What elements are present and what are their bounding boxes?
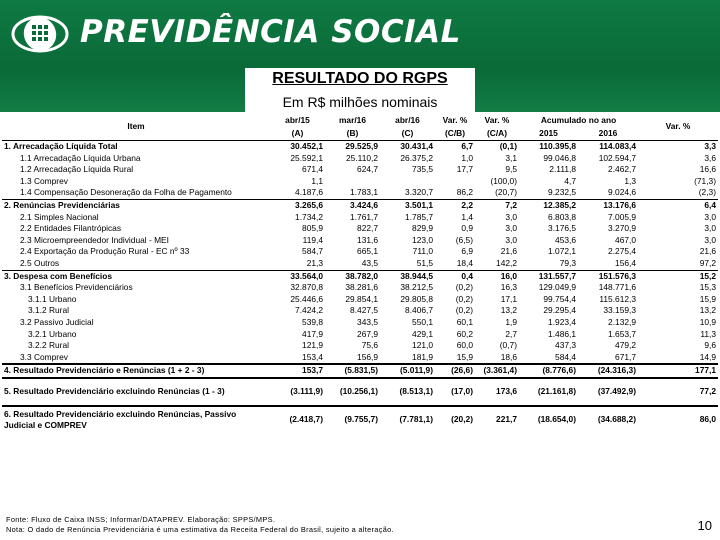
col-header-var-ca: Var. %: [484, 114, 510, 125]
row-value: 77,2: [638, 378, 718, 406]
row-label: 4. Resultado Previdenciário e Renúncias (1 + 2 - 3): [2, 364, 270, 378]
row-value: 13,2: [500, 305, 517, 316]
title-bar-left: [0, 68, 245, 112]
row-value: 173,6: [475, 378, 519, 406]
row-value: (18.654,0): [519, 406, 578, 433]
row-value: 12.385,2: [519, 199, 578, 211]
row-value: 21,3: [306, 257, 323, 268]
row-value: 2,2: [435, 199, 475, 211]
col-sub-a: (A): [291, 127, 304, 138]
header-banner: [0, 0, 720, 68]
row-value: 121,9: [302, 340, 323, 351]
row-value: 32.870,8: [290, 282, 323, 293]
col-header-var-cb: Var. %: [442, 114, 468, 125]
row-value: 479,2: [615, 340, 636, 351]
row-value: 1,4: [461, 211, 473, 222]
row-value: (10.256,1): [325, 378, 380, 406]
table-row: [2, 329, 718, 341]
row-value: 11,3: [700, 328, 716, 339]
row-value: 13,2: [699, 305, 716, 316]
row-value: 3,0: [505, 211, 517, 222]
col-sub-ca: (C/A): [486, 127, 507, 138]
row-value: (5.011,9): [380, 364, 435, 378]
table-row: [2, 364, 718, 378]
row-value: 30.452,1: [270, 141, 325, 153]
row-label: 3.2.1 Urbano: [28, 328, 77, 339]
row-label: 3.1 Benefícios Previdenciários: [20, 282, 133, 293]
row-label: 3.3 Comprev: [20, 351, 68, 362]
row-value: 25.592,1: [290, 152, 323, 163]
table-row: [2, 258, 718, 270]
row-label: 1. Arrecadação Líquida Total: [2, 141, 270, 153]
col-header-item: Item: [127, 121, 145, 132]
row-value: 9.024,6: [608, 187, 636, 198]
table-row: [2, 270, 718, 282]
col-header-accumulated: Acumulado no ano: [540, 114, 617, 125]
col-header-c: abr/16: [395, 114, 420, 125]
row-value: (100,0): [490, 175, 517, 186]
row-label: 2.5 Outros: [20, 257, 60, 268]
row-value: 3.265,6: [270, 199, 325, 211]
row-value: 671,7: [615, 351, 636, 362]
row-value: 437,3: [555, 340, 576, 351]
row-value: 7.005,9: [608, 211, 636, 222]
row-label: 2.2 Entidades Filantrópicas: [20, 223, 122, 234]
row-value: 6,9: [461, 246, 473, 257]
row-value: 15,3: [699, 282, 716, 293]
row-value: (8.776,6): [519, 364, 578, 378]
table-row: [2, 378, 718, 406]
table-row: [2, 406, 718, 433]
row-value: 665,1: [357, 246, 378, 257]
row-value: 25.110,2: [346, 152, 378, 163]
row-value: (0,2): [455, 293, 473, 304]
row-value: 3.501,1: [380, 199, 435, 211]
row-value: 343,5: [357, 316, 378, 327]
row-label: 1.1 Arrecadação Líquida Urbana: [20, 152, 141, 163]
row-value: 33.159,3: [603, 305, 636, 316]
row-value: 822,7: [357, 223, 378, 234]
row-value: (20,7): [495, 187, 517, 198]
col-sub-b: (B): [346, 127, 359, 138]
row-value: 8.427,5: [350, 305, 378, 316]
row-value: 1.486,1: [548, 328, 576, 339]
row-value: 18,6: [500, 351, 517, 362]
row-value: 60,2: [456, 328, 473, 339]
row-value: 3,0: [704, 211, 716, 222]
row-value: 10,9: [699, 316, 716, 327]
row-value: 151.576,3: [578, 270, 638, 282]
row-value: 2.462,7: [608, 164, 636, 175]
col-header-b: mar/16: [338, 114, 366, 125]
row-value: (37.492,9): [578, 378, 638, 406]
row-value: 60,0: [456, 340, 473, 351]
col-header-var-acc: Var. %: [665, 121, 691, 132]
footer-note: Nota: O dado de Renúncia Previdenciária é uma estimativa da Receita Federal do Brasil, sujeito a alteração.: [6, 525, 394, 534]
row-value: 148.771,6: [598, 282, 636, 293]
row-value: (7.781,1): [380, 406, 435, 433]
row-label: 1.2 Arrecadação Líquida Rural: [20, 164, 134, 175]
row-value: 1.785,7: [405, 211, 433, 222]
col-header-a: abr/15: [285, 114, 310, 125]
row-value: (3.361,4): [475, 364, 519, 378]
row-value: 829,9: [412, 223, 433, 234]
row-value: 177,1: [638, 364, 718, 378]
row-value: 29.525,9: [325, 141, 380, 153]
row-value: 131.557,7: [519, 270, 578, 282]
row-value: 13.176,6: [578, 199, 638, 211]
row-value: 3,0: [505, 223, 517, 234]
row-label: 3.1.2 Rural: [28, 305, 69, 316]
row-value: 79,3: [559, 257, 576, 268]
row-value: 1,9: [505, 316, 517, 327]
row-value: 38.281,6: [345, 282, 378, 293]
row-value: 3,0: [704, 223, 716, 234]
row-value: 550,1: [412, 316, 433, 327]
row-value: 9,6: [704, 340, 716, 351]
row-value: 15,9: [699, 293, 716, 304]
row-value: (71,3): [694, 175, 716, 186]
row-label: 3.2 Passivo Judicial: [20, 316, 94, 327]
row-value: 99.046,8: [543, 152, 576, 163]
row-value: 539,8: [302, 316, 323, 327]
row-value: 429,1: [412, 328, 433, 339]
row-value: 30.431,4: [380, 141, 435, 153]
row-value: 21,6: [500, 246, 517, 257]
row-value: 129.049,9: [538, 282, 576, 293]
footer-notes: [6, 515, 394, 535]
row-value: 17,1: [500, 293, 517, 304]
row-value: (34.688,2): [578, 406, 638, 433]
row-value: 16,6: [699, 164, 716, 175]
row-value: (6,5): [455, 234, 473, 245]
row-value: 624,7: [357, 164, 378, 175]
row-value: 121,0: [412, 340, 433, 351]
row-value: 3,3: [638, 141, 718, 153]
row-value: (17,0): [435, 378, 475, 406]
row-value: [380, 176, 435, 188]
page-subtitle: Em R$ milhões nominais: [282, 94, 438, 110]
table-row: [2, 294, 718, 306]
col-sub-cb: (C/B): [444, 127, 465, 138]
row-value: (2.418,7): [270, 406, 325, 433]
title-bar-right: [475, 68, 720, 112]
row-value: 1.783,1: [350, 187, 378, 198]
row-value: 99.754,4: [543, 293, 576, 304]
row-value: (2,3): [698, 187, 716, 198]
row-value: 4.187,6: [295, 187, 323, 198]
row-value: 2.111,8: [549, 164, 576, 175]
row-value: 3.176,5: [548, 223, 576, 234]
row-value: 15,2: [638, 270, 718, 282]
row-value: 131,6: [357, 234, 378, 245]
row-value: 33.564,0: [270, 270, 325, 282]
row-value: 711,0: [412, 246, 433, 257]
table-row: [2, 187, 718, 199]
row-value: 60,1: [456, 316, 473, 327]
row-value: (5.831,5): [325, 364, 380, 378]
row-value: (0,1): [475, 141, 519, 153]
table-row: [2, 282, 718, 294]
row-value: (0,2): [455, 282, 473, 293]
col-sub-c: (C): [401, 127, 414, 138]
row-value: 21,6: [699, 246, 716, 257]
row-value: 29.805,8: [400, 293, 433, 304]
row-value: 1.761,7: [350, 211, 378, 222]
row-label: 1.4 Compensação Desoneração da Folha de Pagamento: [20, 187, 232, 198]
row-label: 3.2.2 Rural: [28, 340, 69, 351]
row-value: 7.424,2: [295, 305, 323, 316]
row-value: 6.803,8: [548, 211, 576, 222]
row-value: 17,7: [456, 164, 473, 175]
table-row: [2, 141, 718, 153]
row-label: 2.3 Microempreendedor Individual - MEI: [20, 234, 169, 245]
table-row: [2, 176, 718, 188]
table-row: [2, 352, 718, 365]
row-label: 2. Renúncias Previdenciárias: [2, 199, 270, 211]
row-label: 1.3 Comprev: [20, 175, 68, 186]
row-value: 114.083,4: [578, 141, 638, 153]
page-title: RESULTADO DO RGPS: [272, 70, 448, 87]
row-value: 38.212,5: [400, 282, 433, 293]
results-sheet: [0, 112, 720, 540]
row-value: (3.111,9): [270, 378, 325, 406]
table-row: [2, 246, 718, 258]
row-value: 6,4: [638, 199, 718, 211]
row-value: 86,0: [638, 406, 718, 433]
row-value: 2.275,4: [608, 246, 636, 257]
row-value: 86,2: [456, 187, 473, 198]
row-value: 1,1: [311, 175, 323, 186]
row-value: 156,9: [357, 351, 378, 362]
row-label: 2.4 Exportação da Produção Rural - EC nº 33: [20, 246, 190, 257]
row-value: 453,6: [555, 234, 576, 245]
row-value: 221,7: [475, 406, 519, 433]
results-table: [2, 114, 718, 433]
row-value: 26.375,2: [400, 152, 433, 163]
footer-source: Fonte: Fluxo de Caixa INSS; Informar/DATAPREV. Elaboração: SPPS/MPS.: [6, 515, 276, 524]
row-value: 1.072,1: [548, 246, 576, 257]
row-value: 18,4: [456, 257, 473, 268]
row-label: 6. Resultado Previdenciário excluindo Renúncias, Passivo Judicial e COMPREV: [2, 406, 270, 433]
row-value: 156,4: [615, 257, 636, 268]
row-value: 43,5: [361, 257, 378, 268]
row-value: 3.320,7: [405, 187, 433, 198]
row-value: 1.653,7: [608, 328, 636, 339]
row-value: 9,5: [505, 164, 517, 175]
row-value: 7,2: [475, 199, 519, 211]
row-label: 2.1 Simples Nacional: [20, 211, 99, 222]
row-value: (8.513,1): [380, 378, 435, 406]
row-value: 15,9: [456, 351, 473, 362]
row-value: 3,0: [704, 234, 716, 245]
row-value: 38.944,5: [380, 270, 435, 282]
row-value: 671,4: [302, 164, 323, 175]
table-row: [2, 223, 718, 235]
table-row: [2, 340, 718, 352]
row-value: 8.406,7: [405, 305, 433, 316]
table-row: [2, 153, 718, 165]
row-value: 97,2: [699, 257, 716, 268]
row-value: 1.734,2: [295, 211, 323, 222]
row-value: [325, 176, 380, 188]
col-sub-2015: 2015: [539, 127, 558, 138]
row-value: 110.395,8: [519, 141, 578, 153]
table-row: [2, 199, 718, 211]
row-label: 3. Despesa com Benefícios: [2, 270, 270, 282]
row-value: 584,7: [302, 246, 323, 257]
row-value: 805,9: [302, 223, 323, 234]
row-value: (20,2): [435, 406, 475, 433]
brand-title: PREVIDÊNCIA SOCIAL: [80, 14, 461, 50]
row-value: 735,5: [412, 164, 433, 175]
previdencia-logo-icon: [10, 13, 70, 55]
row-label: 3.1.1 Urbano: [28, 293, 77, 304]
row-value: 75,6: [361, 340, 378, 351]
row-value: (9.755,7): [325, 406, 380, 433]
row-value: 102.594,7: [598, 152, 636, 163]
row-value: 4,7: [564, 175, 576, 186]
row-value: 25.446,6: [290, 293, 323, 304]
row-label: 5. Resultado Previdenciário excluindo Renúncias (1 - 3): [2, 378, 270, 406]
row-value: 119,4: [302, 234, 323, 245]
row-value: (0,2): [455, 305, 473, 316]
row-value: 2.132,9: [608, 316, 636, 327]
table-row: [2, 305, 718, 317]
col-sub-2016: 2016: [598, 127, 618, 138]
row-value: 38.782,0: [325, 270, 380, 282]
row-value: 153,4: [302, 351, 323, 362]
table-row: [2, 317, 718, 329]
row-value: 51,5: [416, 257, 433, 268]
row-value: (26,6): [435, 364, 475, 378]
row-value: 3.424,6: [325, 199, 380, 211]
row-value: 0,4: [435, 270, 475, 282]
table-row: [2, 212, 718, 224]
row-value: 16,0: [475, 270, 519, 282]
row-value: 0,9: [461, 223, 473, 234]
row-value: 3,1: [505, 152, 517, 163]
row-value: 2,7: [505, 328, 517, 339]
row-value: 1.923,4: [548, 316, 576, 327]
row-value: 181,9: [412, 351, 433, 362]
row-value: 14,9: [699, 351, 716, 362]
row-value: 417,9: [302, 328, 323, 339]
row-value: 29.854,1: [345, 293, 378, 304]
row-value: [435, 176, 475, 188]
row-value: 3,0: [505, 234, 517, 245]
table-row: [2, 235, 718, 247]
row-value: 267,9: [357, 328, 378, 339]
row-value: 584,4: [555, 351, 576, 362]
row-value: 142,2: [496, 257, 517, 268]
row-value: 467,0: [615, 234, 636, 245]
table-row: [2, 164, 718, 176]
row-value: 3,6: [704, 152, 716, 163]
row-value: 3.270,9: [608, 223, 636, 234]
row-value: 16,3: [500, 282, 517, 293]
row-value: 6,7: [435, 141, 475, 153]
row-value: 29.295,4: [543, 305, 576, 316]
row-value: 9.232,5: [548, 187, 576, 198]
row-value: 1,3: [624, 175, 636, 186]
row-value: (21.161,8): [519, 378, 578, 406]
row-value: 123,0: [412, 234, 433, 245]
row-value: 1,0: [461, 152, 473, 163]
page-number: 10: [697, 518, 712, 533]
row-value: (24.316,3): [578, 364, 638, 378]
row-value: 115.612,3: [599, 293, 636, 304]
row-value: (0,7): [499, 340, 517, 351]
row-value: 153,7: [270, 364, 325, 378]
